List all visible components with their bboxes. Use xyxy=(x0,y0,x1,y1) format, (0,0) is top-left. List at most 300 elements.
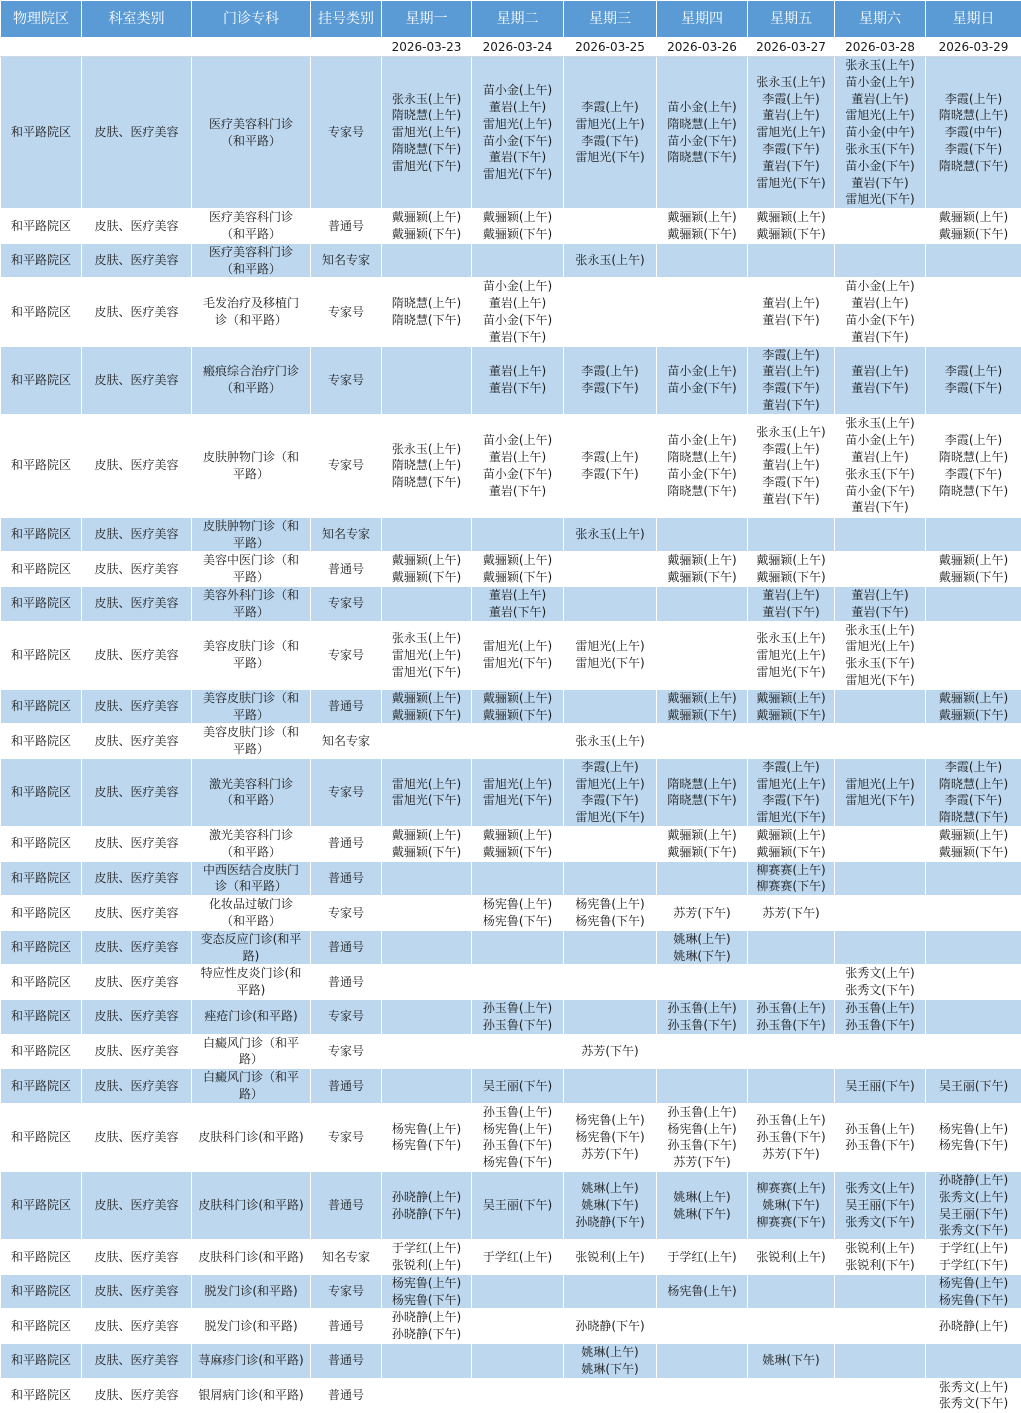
campus-cell: 和平路院区 xyxy=(1,930,82,965)
doctor-slot: 姚琳(下午) xyxy=(748,1352,834,1369)
dept-cell: 皮肤、医疗美容 xyxy=(82,1069,192,1104)
clinic-name-line: 化妆品过敏门诊 xyxy=(192,896,310,913)
doctor-slot: 隋晓慧(上午) xyxy=(657,776,747,793)
dept-cell: 皮肤、医疗美容 xyxy=(82,621,192,689)
table-row xyxy=(1,1034,1021,1069)
doctor-slot: 于学红(上午) xyxy=(382,1240,471,1257)
doctor-slot: 戴骊颖(下午) xyxy=(926,707,1021,724)
campus-cell: 和平路院区 xyxy=(1,346,82,414)
doctor-slot: 杨宪鲁(下午) xyxy=(926,1137,1021,1154)
doctor-slot: 戴骊颖(上午) xyxy=(926,690,1021,707)
reg-type-cell: 专家号 xyxy=(311,278,382,346)
schedule-cell-monday xyxy=(382,1069,472,1104)
doctor-slot: 孙玉鲁(上午) xyxy=(748,1112,834,1129)
doctor-slot: 孙玉鲁(上午) xyxy=(835,1000,925,1017)
schedule-cell-saturday xyxy=(835,1103,926,1171)
reg-type-cell: 普通号 xyxy=(311,552,382,587)
doctor-slot: 于学红(上午) xyxy=(657,1249,747,1266)
doctor-slot: 隋晓慧(上午) xyxy=(382,295,471,312)
doctor-slot: 戴骊颖(下午) xyxy=(657,707,747,724)
table-row xyxy=(1,827,1021,862)
doctor-slot: 戴骊颖(下午) xyxy=(382,569,471,586)
clinic-name-line: （和平路） xyxy=(192,380,310,397)
doctor-slot: 苗小金(上午) xyxy=(657,99,747,116)
doctor-slot: 雷旭光(下午) xyxy=(835,191,925,208)
clinic-name-line: 路） xyxy=(192,1086,310,1103)
campus-cell: 和平路院区 xyxy=(1,1034,82,1069)
schedule-cell-wednesday xyxy=(564,209,657,244)
doctor-slot: 李霞(上午) xyxy=(748,441,834,458)
schedule-cell-sunday xyxy=(926,1309,1021,1344)
schedule-cell-thursday xyxy=(657,1034,748,1069)
doctor-slot: 姚琳(上午) xyxy=(657,1189,747,1206)
clinic-cell xyxy=(192,278,311,346)
doctor-slot: 张永玉(下午) xyxy=(835,141,925,158)
doctor-slot: 李霞(上午) xyxy=(748,759,834,776)
doctor-slot: 姚琳(下午) xyxy=(564,1361,656,1378)
schedule-cell-tuesday xyxy=(472,517,564,552)
dept-cell: 皮肤、医疗美容 xyxy=(82,243,192,278)
doctor-slot: 苏芳(下午) xyxy=(564,1043,656,1060)
schedule-cell-tuesday xyxy=(472,827,564,862)
clinic-name-line: 美容皮肤门诊（和 xyxy=(192,690,310,707)
schedule-cell-thursday xyxy=(657,209,748,244)
doctor-slot: 孙玉鲁(下午) xyxy=(472,1017,563,1034)
clinic-cell xyxy=(192,346,311,414)
clinic-name-line: 脱发门诊(和平路) xyxy=(192,1318,310,1335)
doctor-slot: 董岩(下午) xyxy=(472,149,563,166)
schedule-cell-monday xyxy=(382,1240,472,1275)
schedule-cell-thursday xyxy=(657,1309,748,1344)
doctor-slot: 李霞(下午) xyxy=(564,133,656,150)
clinic-cell xyxy=(192,689,311,724)
doctor-slot: 戴骊颖(下午) xyxy=(382,226,471,243)
schedule-cell-monday xyxy=(382,930,472,965)
schedule-cell-tuesday xyxy=(472,621,564,689)
schedule-cell-saturday xyxy=(835,1034,926,1069)
schedule-cell-monday xyxy=(382,209,472,244)
doctor-slot: 董岩(上午) xyxy=(835,91,925,108)
doctor-slot: 孙晓静(下午) xyxy=(564,1214,656,1231)
campus-cell: 和平路院区 xyxy=(1,414,82,517)
doctor-slot: 戴骊颖(下午) xyxy=(748,569,834,586)
doctor-slot: 董岩(上午) xyxy=(748,587,834,604)
schedule-cell-saturday xyxy=(835,586,926,621)
doctor-slot: 隋晓慧(上午) xyxy=(657,116,747,133)
schedule-cell-monday xyxy=(382,586,472,621)
dept-cell: 皮肤、医疗美容 xyxy=(82,1034,192,1069)
schedule-cell-tuesday xyxy=(472,243,564,278)
schedule-cell-wednesday xyxy=(564,57,657,209)
doctor-slot: 张永玉(上午) xyxy=(835,415,925,432)
schedule-cell-monday xyxy=(382,724,472,759)
reg-type-cell: 普通号 xyxy=(311,1069,382,1104)
schedule-cell-thursday xyxy=(657,1069,748,1104)
doctor-slot: 苏芳(下午) xyxy=(657,1154,747,1171)
schedule-cell-monday xyxy=(382,552,472,587)
campus-cell: 和平路院区 xyxy=(1,1343,82,1378)
schedule-cell-monday xyxy=(382,1103,472,1171)
doctor-slot: 李霞(上午) xyxy=(564,759,656,776)
clinic-cell xyxy=(192,1000,311,1035)
schedule-cell-saturday xyxy=(835,621,926,689)
schedule-cell-sunday xyxy=(926,1240,1021,1275)
doctor-slot: 苗小金(下午) xyxy=(472,466,563,483)
dept-cell: 皮肤、医疗美容 xyxy=(82,414,192,517)
doctor-slot: 柳赛赛(下午) xyxy=(748,878,834,895)
doctor-slot: 隋晓慧(上午) xyxy=(657,449,747,466)
doctor-slot: 董岩(上午) xyxy=(472,99,563,116)
schedule-cell-tuesday xyxy=(472,1034,564,1069)
dept-cell: 皮肤、医疗美容 xyxy=(82,1000,192,1035)
schedule-cell-wednesday xyxy=(564,1034,657,1069)
doctor-slot: 姚琳(下午) xyxy=(657,948,747,965)
date-monday: 2026-03-23 xyxy=(382,38,472,57)
header-campus: 物理院区 xyxy=(1,1,82,38)
doctor-slot: 杨宪鲁(下午) xyxy=(382,1137,471,1154)
schedule-cell-thursday xyxy=(657,896,748,931)
clinic-name-line: 平路） xyxy=(192,741,310,758)
date-tuesday: 2026-03-24 xyxy=(472,38,564,57)
doctor-slot: 于学红(上午) xyxy=(926,1240,1021,1257)
schedule-cell-friday xyxy=(748,209,835,244)
doctor-slot: 孙玉鲁(下午) xyxy=(835,1137,925,1154)
schedule-cell-saturday xyxy=(835,1274,926,1309)
schedule-cell-thursday xyxy=(657,517,748,552)
doctor-slot: 李霞(下午) xyxy=(926,792,1021,809)
doctor-slot: 杨宪鲁(下午) xyxy=(926,1292,1021,1309)
doctor-slot: 戴骊颖(上午) xyxy=(472,552,563,569)
schedule-cell-wednesday xyxy=(564,621,657,689)
doctor-slot: 雷旭光(上午) xyxy=(472,776,563,793)
clinic-name-line: （和平路） xyxy=(192,844,310,861)
doctor-slot: 戴骊颖(上午) xyxy=(382,690,471,707)
doctor-slot: 隋晓慧(下午) xyxy=(926,483,1021,500)
clinic-cell xyxy=(192,930,311,965)
doctor-slot: 雷旭光(上午) xyxy=(382,776,471,793)
doctor-slot: 董岩(下午) xyxy=(835,604,925,621)
schedule-cell-sunday xyxy=(926,965,1021,1000)
doctor-slot: 孙玉鲁(上午) xyxy=(472,1000,563,1017)
doctor-slot: 吴王丽(下午) xyxy=(835,1197,925,1214)
doctor-slot: 苗小金(上午) xyxy=(472,82,563,99)
clinic-name-line: 皮肤科门诊(和平路) xyxy=(192,1197,310,1214)
schedule-cell-thursday xyxy=(657,827,748,862)
doctor-slot: 苗小金(上午) xyxy=(657,363,747,380)
schedule-cell-saturday xyxy=(835,346,926,414)
schedule-cell-friday xyxy=(748,1274,835,1309)
schedule-cell-tuesday xyxy=(472,1378,564,1413)
doctor-slot: 张永玉(上午) xyxy=(748,424,834,441)
doctor-slot: 戴骊颖(上午) xyxy=(382,827,471,844)
clinic-name-line: 变态反应门诊(和平 xyxy=(192,931,310,948)
doctor-slot: 董岩(下午) xyxy=(835,380,925,397)
clinic-name-line: 医疗美容科门诊 xyxy=(192,244,310,261)
clinic-name-line: 医疗美容科门诊 xyxy=(192,209,310,226)
schedule-cell-friday xyxy=(748,758,835,826)
doctor-slot: 杨宪鲁(上午) xyxy=(564,1112,656,1129)
clinic-cell xyxy=(192,1069,311,1104)
doctor-slot: 李霞(上午) xyxy=(748,91,834,108)
table-row xyxy=(1,689,1021,724)
doctor-slot: 张锐利(上午) xyxy=(835,1240,925,1257)
schedule-cell-friday xyxy=(748,1103,835,1171)
doctor-slot: 张秀文(上午) xyxy=(926,1189,1021,1206)
schedule-cell-wednesday xyxy=(564,896,657,931)
doctor-slot: 张永玉(上午) xyxy=(382,630,471,647)
schedule-cell-monday xyxy=(382,414,472,517)
schedule-cell-tuesday xyxy=(472,861,564,896)
dept-cell: 皮肤、医疗美容 xyxy=(82,1103,192,1171)
doctor-slot: 苗小金(上午) xyxy=(835,278,925,295)
campus-cell: 和平路院区 xyxy=(1,724,82,759)
clinic-cell xyxy=(192,724,311,759)
clinic-name-line: 平路） xyxy=(192,604,310,621)
header-tuesday: 星期二 xyxy=(472,1,564,38)
doctor-slot: 隋晓慧(上午) xyxy=(926,107,1021,124)
doctor-slot: 张永玉(上午) xyxy=(835,57,925,74)
doctor-slot: 董岩(上午) xyxy=(472,587,563,604)
table-row xyxy=(1,209,1021,244)
doctor-slot: 孙玉鲁(上午) xyxy=(835,1121,925,1138)
doctor-slot: 李霞(上午) xyxy=(564,99,656,116)
schedule-cell-friday xyxy=(748,1240,835,1275)
doctor-slot: 董岩(上午) xyxy=(472,363,563,380)
clinic-cell xyxy=(192,965,311,1000)
doctor-slot: 张秀文(上午) xyxy=(926,1379,1021,1396)
dept-cell: 皮肤、医疗美容 xyxy=(82,724,192,759)
doctor-slot: 董岩(上午) xyxy=(835,363,925,380)
table-row xyxy=(1,1274,1021,1309)
schedule-cell-wednesday xyxy=(564,1378,657,1413)
campus-cell: 和平路院区 xyxy=(1,758,82,826)
clinic-name-line: 平路) xyxy=(192,982,310,999)
doctor-slot: 隋晓慧(下午) xyxy=(926,158,1021,175)
schedule-cell-sunday xyxy=(926,243,1021,278)
campus-cell: 和平路院区 xyxy=(1,57,82,209)
doctor-slot: 苏芳(下午) xyxy=(748,905,834,922)
schedule-cell-tuesday xyxy=(472,1000,564,1035)
campus-cell: 和平路院区 xyxy=(1,1103,82,1171)
dept-cell: 皮肤、医疗美容 xyxy=(82,758,192,826)
reg-type-cell: 知名专家 xyxy=(311,517,382,552)
clinic-cell xyxy=(192,1172,311,1240)
doctor-slot: 李霞(下午) xyxy=(564,380,656,397)
schedule-cell-thursday xyxy=(657,414,748,517)
doctor-slot: 李霞(上午) xyxy=(748,347,834,364)
schedule-cell-thursday xyxy=(657,1172,748,1240)
dept-cell: 皮肤、医疗美容 xyxy=(82,1309,192,1344)
table-row xyxy=(1,278,1021,346)
schedule-cell-thursday xyxy=(657,1274,748,1309)
doctor-slot: 董岩(下午) xyxy=(835,175,925,192)
schedule-cell-tuesday xyxy=(472,346,564,414)
doctor-slot: 雷旭光(上午) xyxy=(472,638,563,655)
doctor-slot: 隋晓慧(上午) xyxy=(382,107,471,124)
schedule-cell-sunday xyxy=(926,724,1021,759)
campus-cell: 和平路院区 xyxy=(1,209,82,244)
doctor-slot: 雷旭光(上午) xyxy=(382,647,471,664)
header-thursday: 星期四 xyxy=(657,1,748,38)
schedule-cell-monday xyxy=(382,1274,472,1309)
clinic-name-line: 中西医结合皮肤门 xyxy=(192,862,310,879)
schedule-cell-saturday xyxy=(835,552,926,587)
schedule-cell-monday xyxy=(382,346,472,414)
doctor-slot: 董岩(下午) xyxy=(472,329,563,346)
reg-type-cell: 专家号 xyxy=(311,1274,382,1309)
doctor-slot: 杨宪鲁(下午) xyxy=(564,913,656,930)
doctor-slot: 董岩(下午) xyxy=(748,158,834,175)
doctor-slot: 苗小金(下午) xyxy=(835,483,925,500)
doctor-slot: 柳赛赛(上午) xyxy=(748,1180,834,1197)
campus-cell: 和平路院区 xyxy=(1,896,82,931)
schedule-cell-friday xyxy=(748,1378,835,1413)
schedule-cell-thursday xyxy=(657,57,748,209)
doctor-slot: 李霞(下午) xyxy=(564,466,656,483)
doctor-slot: 董岩(上午) xyxy=(748,107,834,124)
schedule-cell-sunday xyxy=(926,758,1021,826)
doctor-slot: 孙玉鲁(下午) xyxy=(748,1129,834,1146)
clinic-name-line: 美容皮肤门诊（和 xyxy=(192,724,310,741)
schedule-cell-tuesday xyxy=(472,57,564,209)
reg-type-cell: 普通号 xyxy=(311,1172,382,1240)
reg-type-cell: 普通号 xyxy=(311,1309,382,1344)
schedule-cell-friday xyxy=(748,552,835,587)
doctor-slot: 吴王丽(下午) xyxy=(835,1078,925,1095)
doctor-slot: 戴骊颖(上午) xyxy=(657,690,747,707)
header-sunday: 星期日 xyxy=(926,1,1021,38)
schedule-cell-tuesday xyxy=(472,1069,564,1104)
schedule-cell-monday xyxy=(382,758,472,826)
schedule-cell-monday xyxy=(382,689,472,724)
schedule-cell-sunday xyxy=(926,586,1021,621)
doctor-slot: 雷旭光(上午) xyxy=(564,116,656,133)
reg-type-cell: 普通号 xyxy=(311,827,382,862)
doctor-slot: 董岩(下午) xyxy=(748,397,834,414)
schedule-cell-sunday xyxy=(926,621,1021,689)
clinic-name-line: 平路） xyxy=(192,707,310,724)
doctor-slot: 杨宪鲁(上午) xyxy=(472,1121,563,1138)
schedule-cell-friday xyxy=(748,1034,835,1069)
clinic-name-line: 白癜风门诊（和平 xyxy=(192,1035,310,1052)
schedule-cell-tuesday xyxy=(472,586,564,621)
schedule-cell-sunday xyxy=(926,1034,1021,1069)
schedule-cell-friday xyxy=(748,278,835,346)
header-monday: 星期一 xyxy=(382,1,472,38)
schedule-cell-tuesday xyxy=(472,1240,564,1275)
doctor-slot: 隋晓慧(上午) xyxy=(926,449,1021,466)
doctor-slot: 杨宪鲁(上午) xyxy=(382,1275,471,1292)
doctor-slot: 董岩(上午) xyxy=(835,449,925,466)
schedule-cell-saturday xyxy=(835,57,926,209)
schedule-cell-monday xyxy=(382,621,472,689)
schedule-cell-thursday xyxy=(657,758,748,826)
clinic-name-line: 诊（和平路） xyxy=(192,878,310,895)
doctor-slot: 张永玉(上午) xyxy=(382,91,471,108)
doctor-slot: 雷旭光(下午) xyxy=(835,792,925,809)
doctor-slot: 李霞(上午) xyxy=(564,363,656,380)
schedule-cell-friday xyxy=(748,1000,835,1035)
doctor-slot: 隋晓慧(上午) xyxy=(382,457,471,474)
clinic-cell xyxy=(192,1378,311,1413)
clinic-cell xyxy=(192,586,311,621)
doctor-slot: 戴骊颖(下午) xyxy=(748,844,834,861)
doctor-slot: 张秀文(下午) xyxy=(835,982,925,999)
schedule-cell-saturday xyxy=(835,1172,926,1240)
schedule-cell-tuesday xyxy=(472,758,564,826)
header-clinic: 门诊专科 xyxy=(192,1,311,38)
doctor-slot: 雷旭光(下午) xyxy=(382,158,471,175)
doctor-slot: 戴骊颖(上午) xyxy=(748,690,834,707)
doctor-slot: 雷旭光(上午) xyxy=(564,638,656,655)
doctor-slot: 杨宪鲁(上午) xyxy=(657,1121,747,1138)
doctor-slot: 戴骊颖(上午) xyxy=(926,827,1021,844)
schedule-cell-wednesday xyxy=(564,346,657,414)
clinic-name-line: 特应性皮炎门诊(和 xyxy=(192,965,310,982)
doctor-slot: 戴骊颖(上午) xyxy=(926,209,1021,226)
doctor-slot: 吴王丽(下午) xyxy=(472,1197,563,1214)
dept-cell: 皮肤、医疗美容 xyxy=(82,896,192,931)
clinic-cell xyxy=(192,517,311,552)
doctor-slot: 孙晓静(下午) xyxy=(564,1318,656,1335)
doctor-slot: 张永玉(下午) xyxy=(835,466,925,483)
dept-cell: 皮肤、医疗美容 xyxy=(82,278,192,346)
doctor-slot: 姚琳(下午) xyxy=(748,1197,834,1214)
schedule-cell-sunday xyxy=(926,1343,1021,1378)
schedule-cell-tuesday xyxy=(472,1343,564,1378)
doctor-slot: 李霞(下午) xyxy=(748,792,834,809)
doctor-slot: 柳赛赛(上午) xyxy=(748,862,834,879)
schedule-cell-saturday xyxy=(835,861,926,896)
dept-cell: 皮肤、医疗美容 xyxy=(82,1343,192,1378)
doctor-slot: 李霞(下午) xyxy=(926,380,1021,397)
schedule-cell-wednesday xyxy=(564,965,657,1000)
doctor-slot: 雷旭光(上午) xyxy=(564,776,656,793)
doctor-slot: 戴骊颖(下午) xyxy=(472,569,563,586)
schedule-cell-thursday xyxy=(657,861,748,896)
doctor-slot: 李霞(下午) xyxy=(748,474,834,491)
schedule-cell-monday xyxy=(382,1378,472,1413)
doctor-slot: 李霞(上午) xyxy=(926,91,1021,108)
schedule-cell-sunday xyxy=(926,827,1021,862)
schedule-cell-tuesday xyxy=(472,414,564,517)
doctor-slot: 戴骊颖(上午) xyxy=(748,827,834,844)
doctor-slot: 孙晓静(上午) xyxy=(926,1318,1021,1335)
reg-type-cell: 专家号 xyxy=(311,1103,382,1171)
doctor-slot: 戴骊颖(上午) xyxy=(472,209,563,226)
doctor-slot: 雷旭光(下午) xyxy=(564,149,656,166)
doctor-slot: 苗小金(中午) xyxy=(835,124,925,141)
schedule-cell-friday xyxy=(748,1069,835,1104)
dept-cell: 皮肤、医疗美容 xyxy=(82,209,192,244)
schedule-cell-thursday xyxy=(657,621,748,689)
schedule-cell-thursday xyxy=(657,586,748,621)
schedule-cell-saturday xyxy=(835,517,926,552)
schedule-cell-friday xyxy=(748,621,835,689)
doctor-slot: 孙玉鲁(上午) xyxy=(748,1000,834,1017)
clinic-name-line: 美容中医门诊（和 xyxy=(192,552,310,569)
doctor-slot: 雷旭光(上午) xyxy=(748,776,834,793)
schedule-cell-wednesday xyxy=(564,1000,657,1035)
schedule-cell-monday xyxy=(382,1172,472,1240)
schedule-cell-tuesday xyxy=(472,724,564,759)
reg-type-cell: 知名专家 xyxy=(311,724,382,759)
doctor-slot: 戴骊颖(上午) xyxy=(748,552,834,569)
doctor-slot: 李霞(下午) xyxy=(564,792,656,809)
doctor-slot: 于学红(上午) xyxy=(472,1249,563,1266)
campus-cell: 和平路院区 xyxy=(1,1274,82,1309)
clinic-name-line: 诊（和平路） xyxy=(192,312,310,329)
